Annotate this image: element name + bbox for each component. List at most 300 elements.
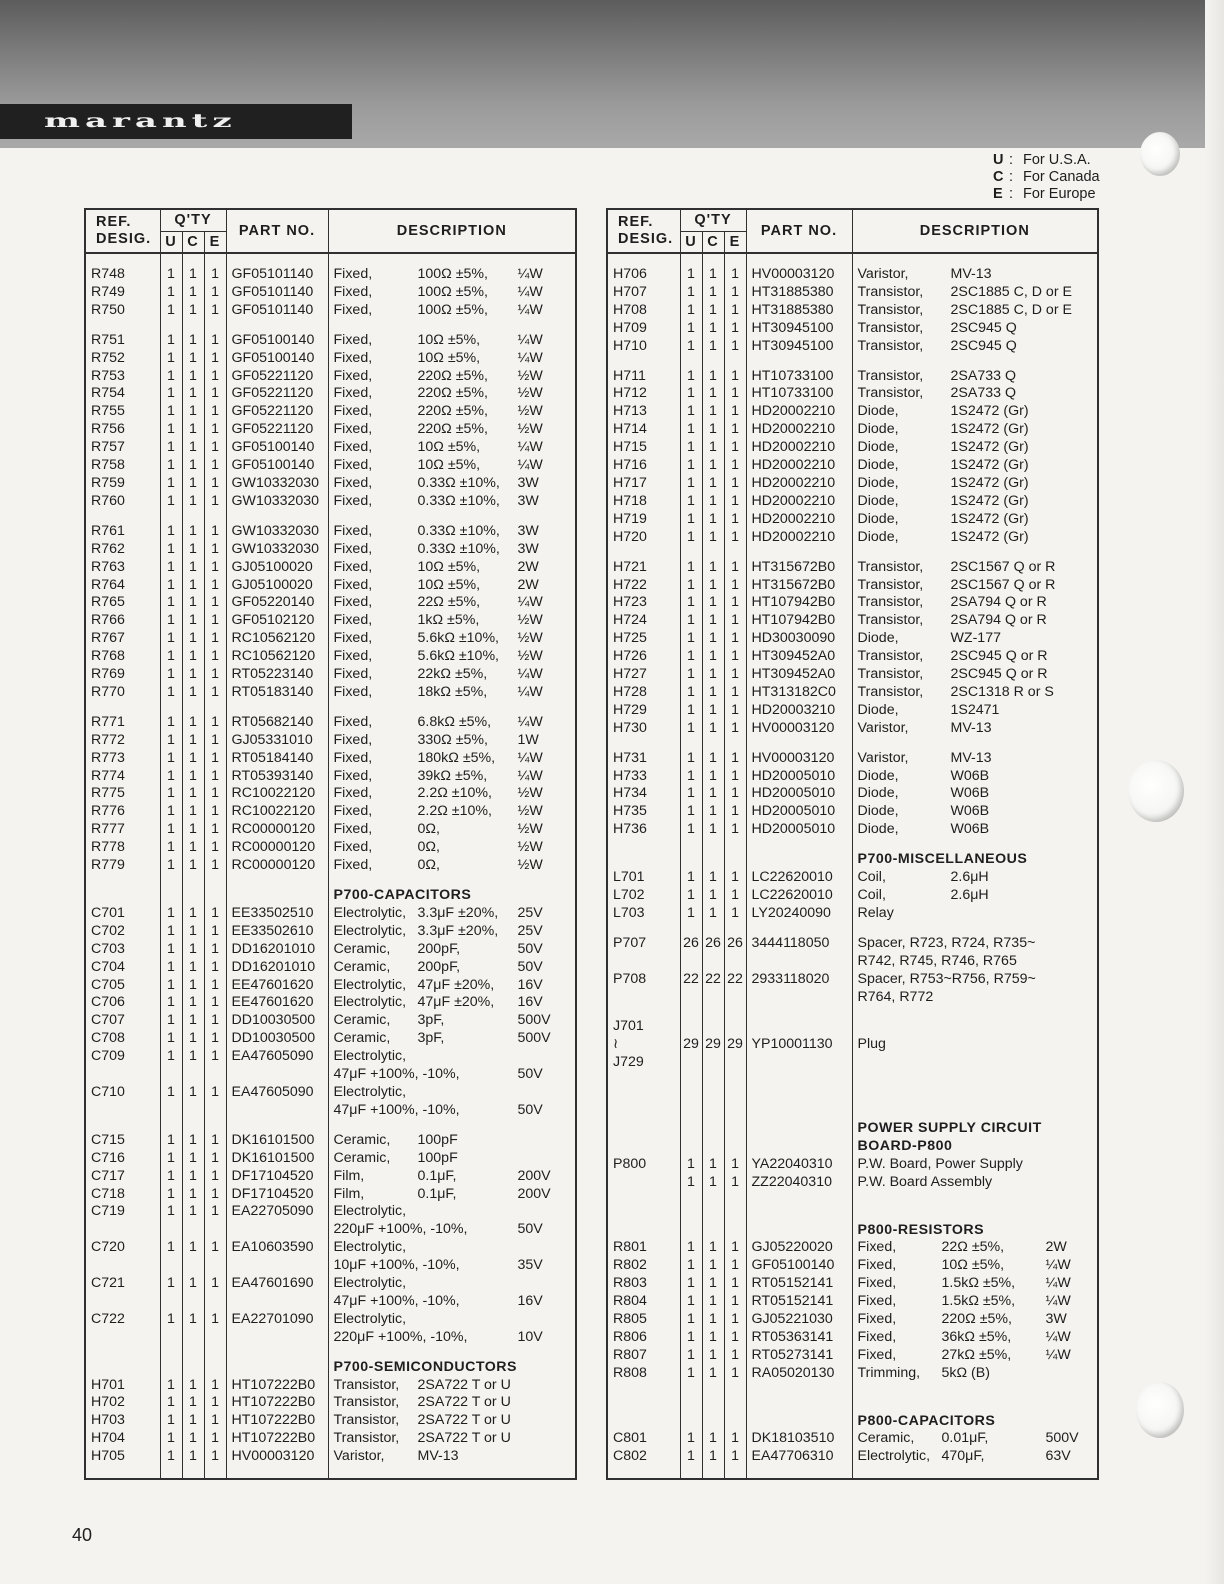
empty-cell: [226, 1359, 328, 1377]
qty-e-cell: 22: [724, 971, 746, 989]
ref-desig-cell: [607, 1395, 680, 1413]
empty-cell: [702, 547, 724, 559]
qty-c-cell: 1: [182, 439, 204, 457]
description-value: 22kΩ ±5%,: [417, 666, 488, 683]
legend-key: C: [993, 169, 1004, 185]
empty-cell: [85, 1466, 160, 1479]
qty-c-cell: 1: [182, 559, 204, 577]
description-rating: ¼W: [517, 331, 543, 348]
description-cell: [852, 1156, 1098, 1174]
qty-c-cell: 1: [702, 385, 724, 403]
description-type: Diode,: [857, 701, 899, 718]
table-row: [85, 1430, 576, 1448]
description-text: Spacer, R723, R724, R735~: [857, 934, 1036, 951]
qty-e-cell: 1: [724, 1311, 746, 1329]
qty-e-cell: 1: [204, 905, 226, 923]
table-row: [85, 1412, 576, 1430]
ref-desig-cell: R803: [607, 1275, 680, 1293]
ref-desig-cell: H713: [607, 403, 680, 421]
table-row: [607, 750, 1098, 768]
table-row: [85, 559, 576, 577]
empty-cell: [607, 1072, 680, 1084]
qty-c-cell: 1: [182, 350, 204, 368]
empty-cell: [702, 738, 724, 750]
description-value: 100Ω ±5%,: [417, 266, 488, 282]
part-number-cell: HT309452A0: [746, 666, 852, 684]
qty-c-cell: 1: [702, 421, 724, 439]
part-number-cell: RC00000120: [226, 839, 328, 857]
empty-cell: [85, 1359, 160, 1377]
description-value: 47μF ±20%,: [417, 994, 495, 1011]
qty-e-cell: 1: [724, 338, 746, 356]
table-row: [85, 385, 576, 403]
table-row: [85, 630, 576, 648]
description-type: Electrolytic,: [333, 1239, 407, 1256]
empty-cell: [746, 547, 852, 559]
ref-desig-cell: C710: [85, 1084, 160, 1102]
qty-c-cell: 1: [702, 630, 724, 648]
ref-desig-cell: R768: [85, 648, 160, 666]
table-row: [607, 1275, 1098, 1293]
qty-u-cell: 1: [680, 559, 702, 577]
ref-desig-cell: R774: [85, 768, 160, 786]
qty-c-cell: 1: [182, 385, 204, 403]
section-header-cell: [852, 1222, 1098, 1240]
description-rating: 3W: [1045, 1311, 1067, 1328]
ref-desig-cell: R748: [85, 266, 160, 284]
ref-desig-cell: H712: [607, 385, 680, 403]
part-number-cell: HT107222B0: [226, 1377, 328, 1395]
qty-u-cell: 1: [680, 338, 702, 356]
qty-u-cell: 1: [160, 768, 182, 786]
description-type: Transistor,: [333, 1376, 400, 1393]
empty-cell: [204, 702, 226, 714]
table-row: [607, 953, 1098, 971]
table-row: [85, 768, 576, 786]
section-header: BOARD-P800: [857, 1137, 953, 1154]
description-cell: [328, 541, 576, 559]
description-value: 0Ω,: [417, 839, 440, 856]
empty-cell: [160, 875, 182, 887]
part-number-cell: HT315672B0: [746, 559, 852, 577]
description-value: 200pF,: [417, 958, 461, 975]
description-value: 1S2471: [950, 701, 1000, 718]
qty-c-cell: 1: [702, 266, 724, 284]
table-row: [607, 1365, 1098, 1383]
part-number-cell: [746, 1395, 852, 1413]
part-number-cell: [746, 1018, 852, 1036]
description-value: 1.5kΩ ±5%,: [941, 1293, 1016, 1310]
description-value: 200pF,: [417, 940, 461, 957]
description-type: Diode,: [857, 439, 899, 456]
qty-u-cell: 1: [160, 350, 182, 368]
empty-cell: [852, 738, 1098, 750]
part-number-cell: RC10562120: [226, 648, 328, 666]
table-row: [607, 1102, 1098, 1120]
description-cell: [852, 1448, 1098, 1466]
qty-c-cell: 1: [182, 768, 204, 786]
ref-desig-cell: C718: [85, 1186, 160, 1204]
part-number-cell: YA22040310: [746, 1156, 852, 1174]
qty-u-cell: 1: [680, 666, 702, 684]
ref-desig-cell: R764: [85, 577, 160, 595]
qty-u-cell: 1: [160, 1239, 182, 1257]
legend-row: [993, 186, 1100, 203]
qty-e-cell: 1: [204, 941, 226, 959]
empty-cell: [160, 511, 182, 523]
part-number-cell: HT107222B0: [226, 1394, 328, 1412]
part-number-cell: GF05101140: [226, 302, 328, 320]
description-cell: [328, 1394, 576, 1412]
ref-desig-cell: R801: [607, 1239, 680, 1257]
empty-cell: [724, 923, 746, 935]
part-number-cell: GF05220140: [226, 594, 328, 612]
qty-c-cell: 1: [182, 1448, 204, 1466]
description-type: Fixed,: [333, 457, 373, 474]
description-rating: 500V: [1045, 1430, 1079, 1447]
part-number-cell: EE33502610: [226, 923, 328, 941]
qty-c-cell: 1: [702, 1347, 724, 1365]
qty-c-cell: 1: [182, 1186, 204, 1204]
qty-e-cell: 1: [204, 1412, 226, 1430]
part-number-cell: GF05221120: [226, 403, 328, 421]
qty-e-cell: [724, 953, 746, 971]
description-cell: [328, 350, 576, 368]
ref-desig-cell: R776: [85, 803, 160, 821]
table-row: [607, 1036, 1098, 1054]
part-number-cell: EA47706310: [746, 1448, 852, 1466]
description-cell: [328, 1311, 576, 1329]
description-value: WZ-177: [950, 630, 1001, 647]
part-no-header: PART NO.: [226, 209, 328, 253]
qty-u-cell: 1: [680, 439, 702, 457]
empty-cell: [702, 1006, 724, 1018]
ref-desig-cell: P708: [607, 971, 680, 989]
part-number-cell: HD20002210: [746, 457, 852, 475]
ref-desig-cell: C721: [85, 1275, 160, 1293]
description-cell: [852, 439, 1098, 457]
legend-separator: :: [1009, 186, 1014, 202]
description-type: Ceramic,: [333, 1149, 391, 1166]
table-row: [607, 1156, 1098, 1174]
qty-e-cell: 1: [724, 630, 746, 648]
qty-e-cell: 1: [724, 702, 746, 720]
qty-e-cell: 1: [724, 493, 746, 511]
spacer-row: [607, 1192, 1098, 1204]
qty-e-cell: [204, 1257, 226, 1275]
part-number-cell: EE47601620: [226, 977, 328, 995]
description-type: Electrolytic,: [857, 1448, 931, 1465]
empty-cell: [680, 1383, 702, 1395]
qty-e-cell: [724, 1204, 746, 1222]
description-value: 10μF +100%, -10%,: [333, 1257, 460, 1274]
empty-cell: [85, 1120, 160, 1132]
empty-cell: [204, 320, 226, 332]
empty-cell: [204, 511, 226, 523]
part-number-cell: GW10332030: [226, 475, 328, 493]
qty-e-cell: 1: [724, 785, 746, 803]
description-cell: [328, 839, 576, 857]
description-rating: ½W: [517, 403, 543, 420]
description-type: Fixed,: [333, 540, 373, 557]
qty-e-cell: 1: [204, 368, 226, 386]
description-rating: ¼W: [517, 666, 543, 683]
spacer-row: [607, 356, 1098, 368]
table-row: [607, 803, 1098, 821]
description-cell: [328, 385, 576, 403]
ref-desig-cell: H716: [607, 457, 680, 475]
description-type: Ceramic,: [333, 1012, 391, 1029]
qty-u-cell: 1: [680, 1430, 702, 1448]
table-row: [607, 1293, 1098, 1311]
description-type: Fixed,: [333, 803, 373, 820]
qty-u-cell: [680, 1084, 702, 1102]
description-value: 220Ω ±5%,: [417, 367, 488, 384]
empty-cell: [182, 1120, 204, 1132]
description-rating: ¼W: [517, 713, 543, 730]
description-cell: [328, 1030, 576, 1048]
part-number-cell: HD20002210: [746, 403, 852, 421]
qty-e-cell: 1: [724, 1239, 746, 1257]
description-rating: ½W: [517, 630, 543, 647]
qty-c-cell: 1: [702, 821, 724, 839]
ref-desig-cell: R802: [607, 1257, 680, 1275]
section-header-row: [85, 1359, 576, 1377]
part-number-cell: RT05363141: [746, 1329, 852, 1347]
description-cell: [852, 266, 1098, 284]
ref-desig-cell: R772: [85, 732, 160, 750]
description-type: Diode,: [857, 457, 899, 474]
description-rating: 63V: [1045, 1448, 1071, 1465]
description-type: Transistor,: [857, 301, 924, 318]
table-row: [607, 887, 1098, 905]
description-cell: [328, 821, 576, 839]
empty-cell: [852, 1072, 1098, 1084]
description-cell: [328, 1430, 576, 1448]
description-cell: [328, 994, 576, 1012]
description-type: Varistor,: [857, 266, 909, 282]
qty-e-cell: 1: [204, 594, 226, 612]
description-type: Fixed,: [333, 403, 373, 420]
description-rating: ¼W: [1045, 1346, 1071, 1363]
section-header: P800-RESISTORS: [857, 1221, 985, 1238]
qty-c-cell: 1: [702, 559, 724, 577]
section-header-cell: [328, 887, 576, 905]
part-number-cell: GJ05221030: [746, 1311, 852, 1329]
description-cell: [328, 523, 576, 541]
empty-cell: [204, 1120, 226, 1132]
qty-c-cell: 1: [182, 994, 204, 1012]
qty-e-cell: 1: [724, 368, 746, 386]
qty-c-cell: 1: [702, 529, 724, 547]
qty-c-cell: 1: [702, 1239, 724, 1257]
part-number-cell: HT107222B0: [226, 1430, 328, 1448]
qty-c-cell: [702, 1102, 724, 1120]
qty-e-cell: 1: [204, 493, 226, 511]
table-row: [607, 529, 1098, 547]
description-value: 10Ω ±5%,: [417, 349, 481, 366]
table-row: [85, 577, 576, 595]
qty-c-cell: 1: [702, 1156, 724, 1174]
description-rating: 16V: [517, 1292, 543, 1309]
qty-c-cell: [182, 1293, 204, 1311]
qty-e-cell: 1: [204, 803, 226, 821]
qty-c-cell: 1: [182, 1132, 204, 1150]
qty-c-cell: 1: [182, 857, 204, 875]
qty-header-right: Q'TY: [680, 209, 746, 231]
qty-c-cell: 1: [182, 941, 204, 959]
empty-cell: [607, 1120, 680, 1138]
description-type: Transistor,: [857, 666, 924, 683]
qty-c-cell: 1: [182, 577, 204, 595]
table-row: [85, 1102, 576, 1120]
qty-u-cell: 1: [160, 666, 182, 684]
table-row: [85, 1311, 576, 1329]
qty-e-cell: 1: [204, 1311, 226, 1329]
empty-cell: [702, 1413, 724, 1431]
ref-desig-cell: J729: [607, 1054, 680, 1072]
description-cell: [328, 284, 576, 302]
ref-desig-cell: H708: [607, 302, 680, 320]
part-number-cell: GJ05100020: [226, 559, 328, 577]
empty-cell: [746, 839, 852, 851]
empty-cell: [746, 1006, 852, 1018]
part-number-cell: HV00003120: [746, 750, 852, 768]
table-row: [607, 403, 1098, 421]
table-row: [607, 821, 1098, 839]
description-type: Transistor,: [333, 1394, 400, 1411]
description-rating: ¼W: [517, 457, 543, 474]
description-type: Fixed,: [333, 439, 373, 456]
table-row: [607, 1054, 1098, 1072]
table-row: [85, 666, 576, 684]
part-number-cell: GF05100140: [746, 1257, 852, 1275]
description-value: MV-13: [950, 266, 992, 282]
description-value: 2SC945 Q: [950, 337, 1017, 354]
description-type: Transistor,: [857, 283, 924, 300]
qty-c-cell: 1: [702, 1293, 724, 1311]
ref-header-line1: REF.: [96, 214, 132, 230]
qty-c-cell: [702, 989, 724, 1007]
qty-u-cell: 1: [160, 421, 182, 439]
qty-e-cell: [724, 989, 746, 1007]
description-value: 470μF,: [941, 1448, 985, 1465]
section-header: P700-CAPACITORS: [333, 887, 472, 903]
part-number-cell: RT05184140: [226, 750, 328, 768]
description-rating: 1W: [517, 731, 539, 748]
description-text: Spacer, R753~R756, R759~: [857, 970, 1036, 987]
qty-u-cell: [160, 1066, 182, 1084]
qty-c-cell: 1: [702, 1365, 724, 1383]
table-row: [85, 803, 576, 821]
qty-u-cell: 1: [160, 785, 182, 803]
empty-cell: [724, 1192, 746, 1204]
description-rating: ¼W: [1045, 1293, 1071, 1310]
ref-desig-cell: R759: [85, 475, 160, 493]
description-rating: ½W: [517, 785, 543, 802]
description-value: 5.6kΩ ±10%,: [417, 630, 500, 647]
part-number-cell: HT31885380: [746, 302, 852, 320]
table-row: [85, 1377, 576, 1395]
qty-e-cell: 1: [724, 869, 746, 887]
description-type: Fixed,: [333, 349, 373, 366]
table-row: [85, 1329, 576, 1347]
qty-c-cell: 1: [182, 714, 204, 732]
empty-cell: [852, 839, 1098, 851]
empty-cell: [607, 1138, 680, 1156]
description-value: 27kΩ ±5%,: [941, 1346, 1012, 1363]
spacer-row: [85, 702, 576, 714]
description-rating: 50V: [517, 1101, 543, 1118]
ref-desig-cell: R805: [607, 1311, 680, 1329]
description-cell: [328, 421, 576, 439]
part-number-cell: GF05221120: [226, 385, 328, 403]
description-type: Transistor,: [857, 576, 924, 593]
description-value: 3pF,: [417, 1030, 445, 1047]
qty-u-cell: 1: [680, 1257, 702, 1275]
part-number-cell: HD20002210: [746, 493, 852, 511]
qty-e-cell: 1: [724, 577, 746, 595]
empty-cell: [702, 1192, 724, 1204]
empty-cell: [724, 356, 746, 368]
table-row: [607, 869, 1098, 887]
empty-cell: [724, 1120, 746, 1138]
description-value: 2SC945 Q: [950, 319, 1017, 336]
description-value: 2SA733 Q: [950, 385, 1016, 402]
table-row: [85, 1394, 576, 1412]
empty-cell: [160, 887, 182, 905]
description-type: Fixed,: [333, 594, 373, 611]
description-cell: [328, 493, 576, 511]
part-number-cell: GF05100140: [226, 457, 328, 475]
description-cell: [852, 1347, 1098, 1365]
part-number-cell: GF05100140: [226, 332, 328, 350]
parts-table-right: [606, 208, 1099, 1480]
description-value: 1S2472 (Gr): [950, 421, 1029, 438]
part-number-cell: EA47605090: [226, 1084, 328, 1102]
description-type: Transistor,: [857, 594, 924, 611]
qty-e-cell: 1: [724, 403, 746, 421]
part-number-cell: [746, 1054, 852, 1072]
qty-e-cell: 1: [204, 732, 226, 750]
qty-e-cell: 1: [724, 302, 746, 320]
description-value: 22Ω ±5%,: [941, 1239, 1005, 1256]
part-number-cell: RT05152141: [746, 1275, 852, 1293]
qty-e-cell: 1: [724, 439, 746, 457]
page-number: 40: [72, 1525, 93, 1545]
part-number-cell: HT107942B0: [746, 612, 852, 630]
part-number-cell: [226, 1257, 328, 1275]
part-number-cell: EA10603590: [226, 1239, 328, 1257]
empty-cell: [85, 1347, 160, 1359]
qty-e-header-right: E: [724, 231, 746, 253]
qty-u-cell: 1: [160, 1448, 182, 1466]
qty-u-cell: 1: [160, 857, 182, 875]
qty-c-cell: 1: [702, 338, 724, 356]
part-number-cell: GF05100140: [226, 439, 328, 457]
qty-u-cell: 26: [680, 935, 702, 953]
table-row: [85, 523, 576, 541]
empty-cell: [607, 547, 680, 559]
description-value: 2SC945 Q or R: [950, 666, 1048, 683]
description-type: Fixed,: [333, 266, 373, 282]
qty-c-cell: [702, 1018, 724, 1036]
description-value: 47μF ±20%,: [417, 976, 495, 993]
empty-cell: [85, 511, 160, 523]
ref-desig-cell: [85, 1066, 160, 1084]
description-type: Transistor,: [857, 367, 924, 384]
description-cell: [328, 1412, 576, 1430]
